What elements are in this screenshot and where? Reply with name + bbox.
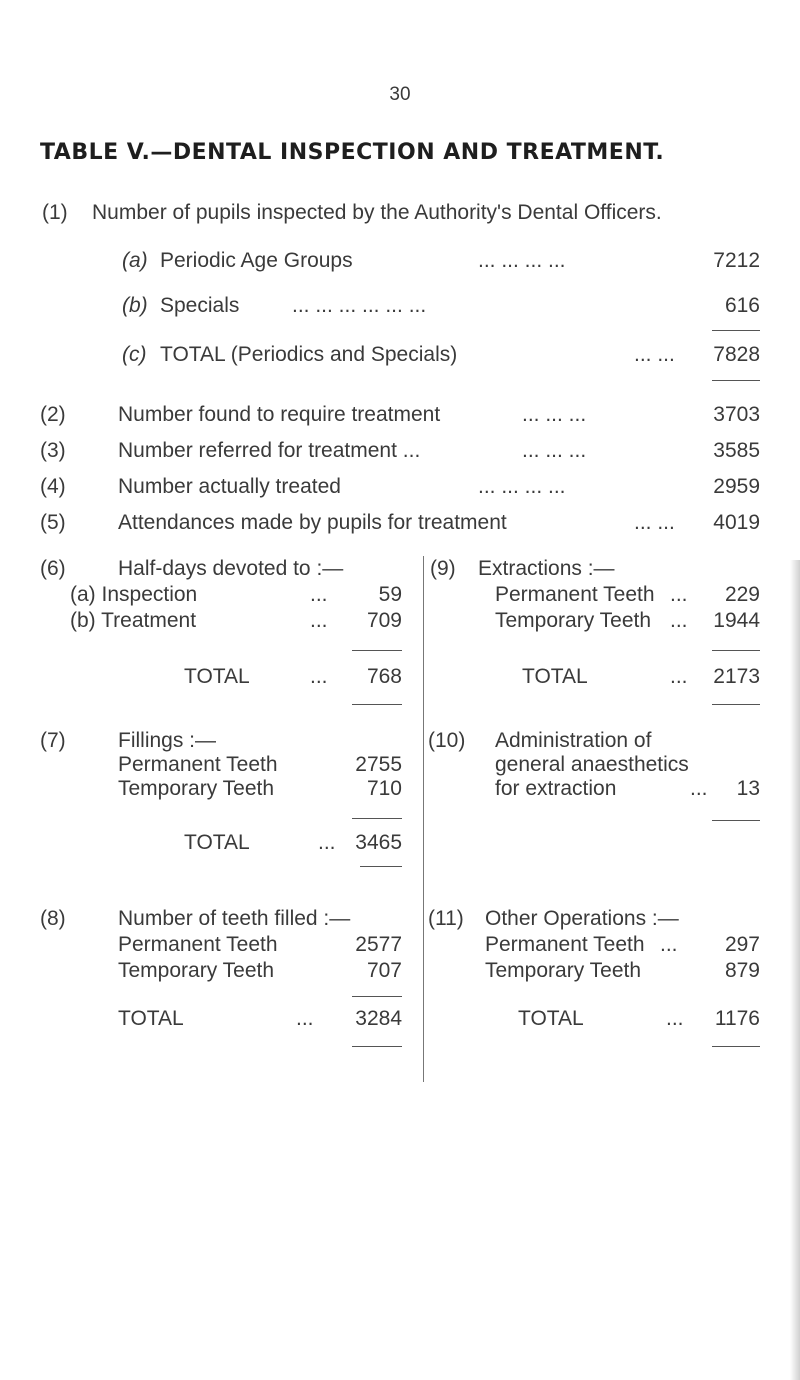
sum-rule — [352, 996, 402, 997]
total-label: TOTAL — [522, 665, 588, 688]
row-value: 710 — [366, 777, 402, 800]
row-label: Temporary Teeth — [118, 959, 275, 982]
row-value: 2577 — [355, 933, 402, 956]
leader-dots: ... — [660, 933, 678, 956]
item-value: 3703 — [713, 403, 760, 426]
row-letter: (a) — [122, 249, 148, 272]
leader-dots: ... — [666, 1007, 684, 1030]
item-number: (6) — [40, 557, 66, 580]
text-line: for extraction — [495, 777, 617, 800]
item-value: 13 — [736, 777, 760, 800]
leader-dots: ... — [690, 777, 708, 800]
row-value: 297 — [724, 933, 760, 956]
section-heading: Half-days devoted to :— — [118, 557, 344, 580]
leader-dots: ... — [670, 609, 688, 632]
leader-dots: ... ... ... ... — [478, 249, 566, 272]
item-number: (9) — [430, 557, 456, 580]
row-label: Permanent Teeth — [485, 933, 645, 956]
total-label: TOTAL — [118, 1007, 184, 1030]
section-heading: Extractions :— — [478, 557, 615, 580]
row-value: 2755 — [355, 753, 402, 776]
row-label: Temporary Teeth — [485, 959, 642, 982]
leader-dots: ... ... ... ... ... ... — [292, 294, 427, 317]
row-value: 879 — [724, 959, 760, 982]
item-number: (11) — [428, 907, 464, 930]
row-value: 709 — [366, 609, 402, 632]
item-label: Attendances made by pupils for treatment — [118, 511, 507, 534]
total-value: 768 — [366, 665, 402, 688]
item-label: Number actually treated — [118, 475, 341, 498]
item-number: (4) — [40, 475, 66, 498]
section-heading: Number of pupils inspected by the Authority's Dental Officers. — [92, 201, 662, 224]
item-value: 2959 — [713, 475, 760, 498]
leader-dots: ... — [310, 583, 328, 606]
row-value: 1944 — [713, 609, 760, 632]
item-label: Number referred for treatment ... — [118, 439, 421, 462]
total-value: 2173 — [713, 665, 760, 688]
row-label: Periodic Age Groups — [160, 249, 353, 272]
total-value: 3284 — [355, 1007, 402, 1030]
page-number: 30 — [389, 84, 411, 105]
row-label: TOTAL (Periodics and Specials) — [160, 343, 458, 366]
item-number: (10) — [428, 729, 466, 752]
row-value: 7828 — [713, 343, 760, 366]
leader-dots: ... ... ... — [522, 403, 587, 426]
item-number: (1) — [42, 201, 68, 224]
row-value: 7212 — [713, 249, 760, 272]
total-rule — [352, 704, 402, 705]
row-label: Permanent Teeth — [118, 933, 278, 956]
item-value: 3585 — [713, 439, 760, 462]
row-value: 229 — [724, 583, 760, 606]
total-value: 1176 — [714, 1007, 760, 1030]
leader-dots: ... — [310, 609, 328, 632]
page-title: TABLE V.—DENTAL INSPECTION AND TREATMENT. — [40, 140, 665, 165]
row-value: 616 — [724, 294, 760, 317]
section-heading: Other Operations :— — [485, 907, 679, 930]
sum-rule — [712, 330, 760, 331]
leader-dots: ... — [310, 665, 328, 688]
sum-rule — [712, 650, 760, 651]
row-letter: (c) — [122, 343, 147, 366]
row-value: 59 — [378, 583, 402, 606]
total-label: TOTAL — [184, 665, 250, 688]
leader-dots: ... ... ... — [522, 439, 587, 462]
row-letter: (b) — [122, 294, 148, 317]
total-rule — [712, 1046, 760, 1047]
total-label: TOTAL — [184, 831, 250, 854]
row-label: Temporary Teeth — [495, 609, 652, 632]
row-label: Permanent Teeth — [495, 583, 655, 606]
row-value: 707 — [366, 959, 402, 982]
total-value: 3465 — [355, 831, 402, 854]
total-rule — [352, 1046, 402, 1047]
row-label: (b) Treatment — [70, 609, 197, 632]
sum-rule — [352, 818, 402, 819]
leader-dots: ... — [670, 583, 688, 606]
item-number: (5) — [40, 511, 66, 534]
total-label: TOTAL — [518, 1007, 584, 1030]
row-label: Specials — [160, 294, 240, 317]
leader-dots: ... ... ... ... — [478, 475, 566, 498]
sum-rule — [352, 650, 402, 651]
leader-dots: ... — [318, 831, 336, 854]
total-rule — [712, 820, 760, 821]
item-number: (8) — [40, 907, 66, 930]
total-rule — [360, 866, 402, 867]
item-number: (2) — [40, 403, 66, 426]
item-label: Number found to require treatment — [118, 403, 441, 426]
item-number: (3) — [40, 439, 66, 462]
leader-dots: ... ... — [634, 511, 675, 534]
text-line: Administration of — [495, 729, 652, 752]
leader-dots: ... — [296, 1007, 314, 1030]
item-value: 4019 — [713, 511, 760, 534]
item-number: (7) — [40, 729, 66, 752]
row-label: Temporary Teeth — [118, 777, 275, 800]
page-edge-shadow — [790, 560, 800, 1380]
column-divider — [423, 556, 424, 1082]
row-label: (a) Inspection — [70, 583, 198, 606]
total-rule — [712, 380, 760, 381]
row-label: Permanent Teeth — [118, 753, 278, 776]
leader-dots: ... ... — [634, 343, 675, 366]
section-heading: Number of teeth filled :— — [118, 907, 351, 930]
leader-dots: ... — [670, 665, 688, 688]
section-heading: Fillings :— — [118, 729, 217, 752]
text-line: general anaesthetics — [495, 753, 689, 776]
total-rule — [712, 704, 760, 705]
